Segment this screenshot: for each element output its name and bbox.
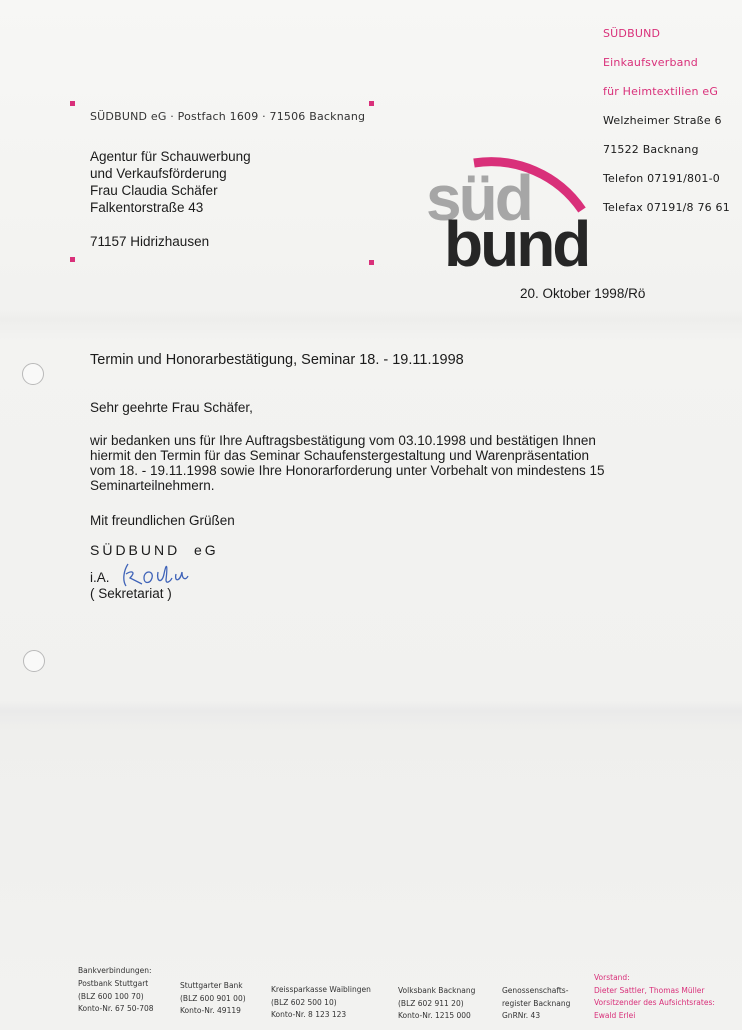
letterhead-company [603, 19, 730, 222]
punch-hole-top [22, 363, 44, 385]
footer-board-line2: Dieter Sattler, Thomas Müller [594, 985, 705, 995]
footer-bank-postbank [78, 978, 154, 1016]
footer-col2-line3: Konto-Nr. 49119 [180, 1006, 241, 1015]
city: 71522 Backnang [603, 143, 699, 156]
footer-col4-line3: Konto-Nr. 1215 000 [398, 1011, 471, 1020]
letter-date: 20. Oktober 1998/Rö [520, 286, 646, 301]
footer-col5-line3: GnRNr. 43 [502, 1011, 541, 1020]
window-mark-br [369, 260, 374, 265]
signature-company: SÜDBUND eG [90, 542, 219, 558]
footer-col5-line2: register Backnang [502, 998, 571, 1008]
footer-register [502, 985, 570, 1023]
footer-col3-line2: (BLZ 602 500 10) [271, 997, 337, 1007]
footer-bank-volksbank [398, 985, 475, 1023]
footer-board-line3: Vorsitzender des Aufsichtsrates: [594, 998, 715, 1007]
recipient-line-4: Falkentorstraße 43 [90, 200, 204, 215]
footer-col2-line1: Stuttgarter Bank [180, 981, 243, 990]
logo-top-text: süd [426, 162, 531, 234]
phone: Telefon 07191/801-0 [603, 172, 720, 185]
footer-board [594, 972, 715, 1022]
footer-bank-kreissparkasse [271, 984, 371, 1022]
footer-board-line1: Vorstand: [594, 973, 630, 982]
window-mark-tl [70, 101, 75, 106]
footer-col5-line1: Genossenschafts- [502, 986, 569, 995]
logo-bottom-text: bund [444, 208, 589, 270]
footer-col4-line2: (BLZ 602 911 20) [398, 998, 464, 1008]
footer-board-line4: Ewald Erlei [594, 1010, 636, 1020]
body-line-3: vom 18. - 19.11.1998 sowie Ihre Honorarforderung unter Vorbehalt von mindestens 15 [90, 463, 605, 478]
recipient-line-2: und Verkaufsförderung [90, 166, 227, 181]
signature-ia: i.A. [90, 570, 110, 585]
footer-col1-line3: Konto-Nr. 67 50-708 [78, 1004, 154, 1013]
company-name: SÜDBUND [603, 27, 661, 40]
recipient-address [90, 148, 251, 250]
body-line-1: wir bedanken uns für Ihre Auftragsbestätigung vom 03.10.1998 und bestätigen Ihnen [90, 433, 596, 448]
closing: Mit freundlichen Grüßen [90, 513, 235, 528]
company-desc-1: Einkaufsverband [603, 56, 698, 69]
punch-hole-bottom [23, 650, 45, 672]
body-line-2: hiermit den Termin für das Seminar Schaufenstergestaltung und Warenpräsentation [90, 448, 590, 463]
fax: Telefax 07191/8 76 61 [603, 201, 730, 214]
recipient-city: 71157 Hidrizhausen [90, 234, 210, 249]
window-mark-bl [70, 257, 75, 262]
footer-bank-label: Bankverbindungen: [78, 966, 152, 975]
letter-body [90, 433, 690, 493]
footer-col2-line2: (BLZ 600 901 00) [180, 993, 246, 1003]
sudbund-logo [424, 138, 589, 270]
recipient-line-3: Frau Claudia Schäfer [90, 183, 218, 198]
company-desc-2: für Heimtextilien eG [603, 85, 719, 98]
footer-col4-line1: Volksbank Backnang [398, 986, 476, 995]
window-mark-tr [369, 101, 374, 106]
salutation: Sehr geehrte Frau Schäfer, [90, 400, 253, 415]
recipient-line-1: Agentur für Schauwerbung [90, 149, 251, 164]
body-line-4: Seminarteilnehmern. [90, 478, 215, 493]
street: Welzheimer Straße 6 [603, 114, 722, 127]
footer-col1-line2: (BLZ 600 100 70) [78, 991, 144, 1001]
footer-bank-stuttgarter [180, 980, 246, 1018]
footer-col3-line3: Konto-Nr. 8 123 123 [271, 1010, 347, 1019]
footer-col3-line1: Kreissparkasse Waiblingen [271, 985, 371, 994]
signature-role: ( Sekretariat ) [90, 586, 172, 601]
letter-subject: Termin und Honorarbestätigung, Seminar 18. - 19.11.1998 [90, 352, 464, 368]
footer-col1-line1: Postbank Stuttgart [78, 979, 149, 988]
sender-line: SÜDBUND eG · Postfach 1609 · 71506 Backnang [90, 110, 366, 123]
